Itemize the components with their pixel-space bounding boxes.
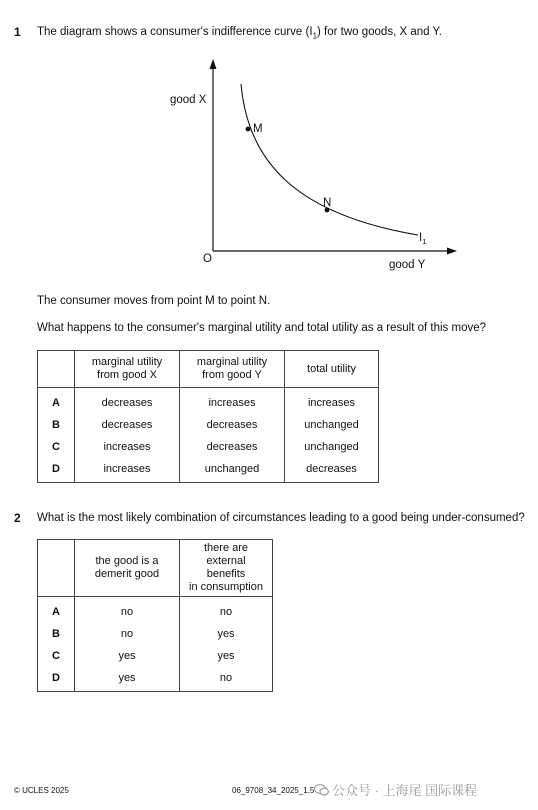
question-2-number: 2 (14, 511, 21, 525)
column-header: there are external benefits in consumption (180, 540, 273, 597)
option-letter: C (38, 436, 75, 458)
point-m-marker (246, 127, 251, 132)
table-corner-cell (38, 351, 75, 388)
y-axis (210, 59, 217, 251)
footer-copyright: © UCLES 2025 (14, 786, 69, 795)
table-cell: increases (285, 388, 379, 415)
table-cell: yes (75, 645, 180, 667)
origin-label: O (203, 253, 212, 265)
option-letter: B (38, 414, 75, 436)
table-cell: no (180, 597, 273, 624)
x-axis-label: good Y (389, 259, 426, 271)
table-cell: decreases (180, 414, 285, 436)
option-letter: A (38, 388, 75, 415)
table-cell: increases (180, 388, 285, 415)
option-row-d (38, 667, 273, 692)
table-cell: no (75, 597, 180, 624)
option-letter: A (38, 597, 75, 624)
table-cell: decreases (75, 388, 180, 415)
table-corner-cell (38, 540, 75, 597)
watermark-text: 公众号 · 上海尾 国际课程 (332, 783, 478, 798)
table-cell: increases (75, 458, 180, 483)
indifference-curve-i1 (241, 84, 418, 235)
table-cell: yes (180, 645, 273, 667)
option-letter: D (38, 458, 75, 483)
y-axis-label: good X (170, 94, 207, 106)
question-1-number: 1 (14, 25, 21, 39)
column-header: the good is a demerit good (75, 540, 180, 597)
table-cell: yes (180, 623, 273, 645)
wechat-icon (314, 784, 329, 796)
column-header: marginal utility from good Y (180, 351, 285, 388)
table-cell: decreases (285, 458, 379, 483)
watermark (314, 780, 477, 799)
table-cell: unchanged (285, 436, 379, 458)
option-row-d (38, 458, 379, 483)
table-cell: no (180, 667, 273, 692)
option-letter: D (38, 667, 75, 692)
column-header: total utility (285, 351, 379, 388)
point-m-label: M (253, 123, 263, 135)
option-row-c (38, 645, 273, 667)
table-cell: unchanged (285, 414, 379, 436)
option-row-a (38, 597, 273, 624)
table-cell: yes (75, 667, 180, 692)
question-2-answer-table (37, 539, 273, 692)
column-header: marginal utility from good X (75, 351, 180, 388)
option-letter: B (38, 623, 75, 645)
question-1-text-move: The consumer moves from point M to point N. (37, 295, 271, 307)
question-1-answer-table (37, 350, 379, 483)
question-1-stem-subscript: 1 (312, 31, 318, 41)
question-1-stem-start: The diagram shows a consumer's indifference curve (I (37, 26, 313, 38)
table-cell: increases (75, 436, 180, 458)
question-1-stem (37, 25, 442, 43)
question-1-stem-end: ) for two goods, X and Y. (317, 26, 442, 38)
option-letter: C (38, 645, 75, 667)
table-cell: decreases (180, 436, 285, 458)
point-n-label: N (323, 197, 332, 209)
table-cell: unchanged (180, 458, 285, 483)
footer-code: 06_9708_34_2025_1.5 (232, 786, 315, 795)
x-axis (213, 248, 457, 255)
option-row-b (38, 623, 273, 645)
question-2-stem: What is the most likely combination of circumstances leading to a good being under-consumed? (37, 512, 525, 524)
option-row-c (38, 436, 379, 458)
option-row-a (38, 388, 379, 415)
question-1-text-question: What happens to the consumer's marginal utility and total utility as a result of this move? (37, 322, 486, 334)
option-row-b (38, 414, 379, 436)
table-cell: no (75, 623, 180, 645)
indifference-curve-diagram (0, 55, 538, 275)
curve-label: $I_1$ (419, 232, 427, 246)
table-cell: decreases (75, 414, 180, 436)
